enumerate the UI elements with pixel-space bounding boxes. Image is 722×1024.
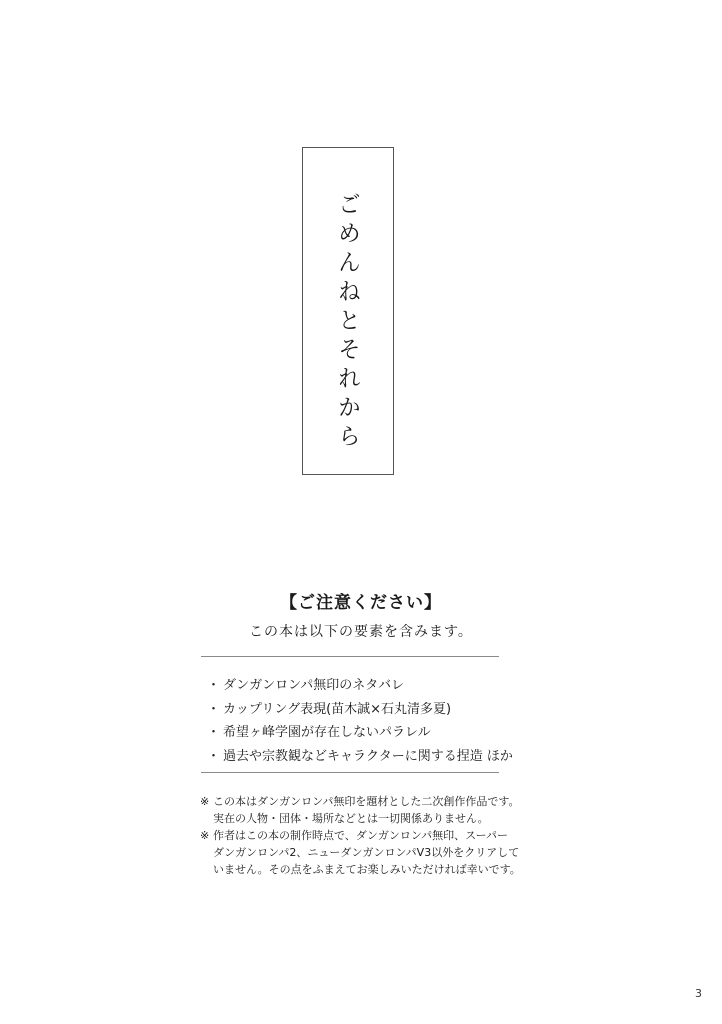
notice-heading: 【ご注意ください】 bbox=[280, 593, 442, 613]
note-line bbox=[200, 861, 520, 878]
content-warning-list bbox=[207, 674, 513, 768]
note-mark: ※ bbox=[200, 795, 210, 808]
notice-intro: この本は以下の要素を含みます。 bbox=[249, 624, 473, 640]
list-item-text: カップリング表現(苗木誠×石丸清多夏) bbox=[223, 701, 452, 717]
note-text: いません。その点をふまえてお楽しみいただければ幸いです。 bbox=[213, 863, 521, 876]
note-mark: ※ bbox=[200, 829, 210, 842]
list-item-text: ダンガンロンパ無印のネタバレ bbox=[223, 678, 405, 693]
note-line bbox=[200, 844, 520, 861]
note-line bbox=[200, 810, 520, 827]
note-text: この本はダンガンロンパ無印を題材とした二次創作作品です。 bbox=[213, 795, 520, 808]
title-frame bbox=[302, 147, 394, 475]
note-line bbox=[200, 827, 520, 844]
list-item bbox=[207, 721, 513, 745]
bullet-mark: ・ bbox=[207, 678, 221, 693]
bullet-mark: ・ bbox=[207, 701, 221, 717]
divider-bottom bbox=[201, 772, 499, 773]
note-text: ダンガンロンパ2、ニューダンガンロンパV3以外をクリアして bbox=[213, 846, 520, 859]
list-item bbox=[207, 674, 513, 698]
list-item bbox=[207, 745, 513, 769]
page-number: 3 bbox=[695, 987, 702, 1000]
book-title: ごめんねとそれから bbox=[334, 192, 360, 453]
notes-section bbox=[200, 793, 520, 878]
divider-top bbox=[201, 656, 499, 657]
bullet-mark: ・ bbox=[207, 748, 221, 764]
note-line bbox=[200, 793, 520, 810]
bullet-mark: ・ bbox=[207, 725, 221, 740]
note-text: 作者はこの本の制作時点で、ダンガンロンパ無印、スーパー bbox=[213, 829, 509, 842]
list-item bbox=[207, 698, 513, 722]
list-item-text: 過去や宗教観などキャラクターに関する捏造 ほか bbox=[223, 748, 513, 764]
list-item-text: 希望ヶ峰学園が存在しないパラレル bbox=[223, 725, 431, 740]
note-text: 実在の人物・団体・場所などとは一切関係ありません。 bbox=[213, 812, 489, 825]
